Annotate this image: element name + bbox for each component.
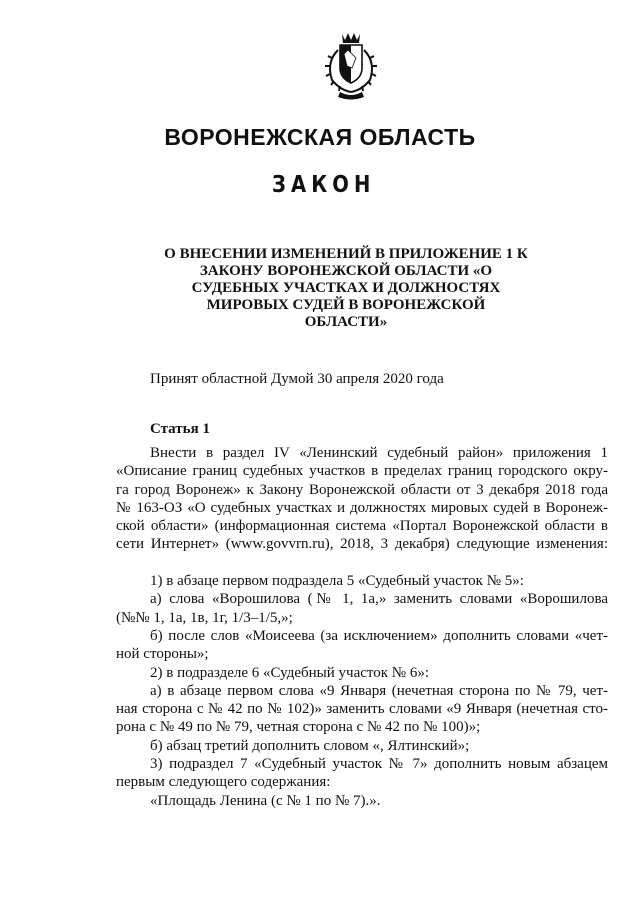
- body-line: рона с № 49 по № 79, четная сторона с № 42 по № 100)»;: [116, 719, 481, 736]
- body-line: № 163-ОЗ «О судебных участках и должностях мировых судей в Воронеж-: [116, 499, 608, 516]
- law-title: [160, 246, 532, 331]
- body-line: га город Воронеж» к Закону Воронежской области от 3 декабря 2018 года: [116, 481, 608, 498]
- body-line: 3) подраздел 7 «Судебный участок № 7» дополнить новым абзацем: [150, 756, 608, 773]
- article-heading: Статья 1: [150, 421, 210, 437]
- body-line: ная сторона с № 42 по № 102)» заменить словами «9 Января (нечетная сто-: [116, 701, 608, 718]
- title-line: ОБЛАСТИ»: [304, 314, 388, 330]
- body-line: Внести в раздел IV «Ленинский судебный район» приложения 1: [150, 445, 608, 461]
- body-line: ской области» (информационная система «Портал Воронежской области в: [116, 518, 608, 535]
- body-line: сети Интернет» (www.govvrn.ru), 2018, 3 декабря) следующие изменения:: [116, 536, 608, 553]
- title-line: О ВНЕСЕНИИ ИЗМЕНЕНИЙ В ПРИЛОЖЕНИЕ 1 К: [164, 246, 528, 262]
- body-line: «Описание границ судебных участков в пределах границ городского окру-: [116, 463, 608, 480]
- region-heading: ВОРОНЕЖСКАЯ ОБЛАСТЬ: [164, 124, 476, 150]
- body-line: б) абзац третий дополнить словом «, Ялтинский»;: [150, 737, 470, 754]
- body-line: (№№ 1, 1а, 1в, 1г, 1/3–1/5,»;: [116, 609, 293, 626]
- coat-of-arms-icon: [318, 28, 384, 100]
- adoption-date: Принят областной Думой 30 апреля 2020 года: [150, 371, 444, 387]
- paragraph-gap: [116, 554, 608, 572]
- document-type-heading: ЗАКОН: [272, 172, 376, 198]
- article-body: [116, 444, 608, 810]
- body-line: 1) в абзаце первом подраздела 5 «Судебный участок № 5»:: [150, 573, 524, 590]
- body-line: а) в абзаце первом слова «9 Января (нечетная сторона по № 79, чет-: [150, 682, 608, 699]
- body-line: 2) в подразделе 6 «Судебный участок № 6»:: [150, 664, 430, 681]
- body-line: первым следующего содержания:: [116, 774, 331, 791]
- title-line: МИРОВЫХ СУДЕЙ В ВОРОНЕЖСКОЙ: [206, 297, 486, 313]
- title-line: СУДЕБНЫХ УЧАСТКАХ И ДОЛЖНОСТЯХ: [191, 280, 501, 296]
- body-line: а) слова «Ворошилова (№ 1, 1а,» заменить словами «Ворошилова: [150, 591, 608, 608]
- title-line: ЗАКОНУ ВОРОНЕЖСКОЙ ОБЛАСТИ «О: [199, 263, 493, 279]
- body-line: б) после слов «Моисеева (за исключением» дополнить словами «чет-: [150, 627, 608, 644]
- body-line: ной стороны»;: [116, 646, 209, 663]
- body-line: «Площадь Ленина (с № 1 по № 7).».: [150, 792, 381, 809]
